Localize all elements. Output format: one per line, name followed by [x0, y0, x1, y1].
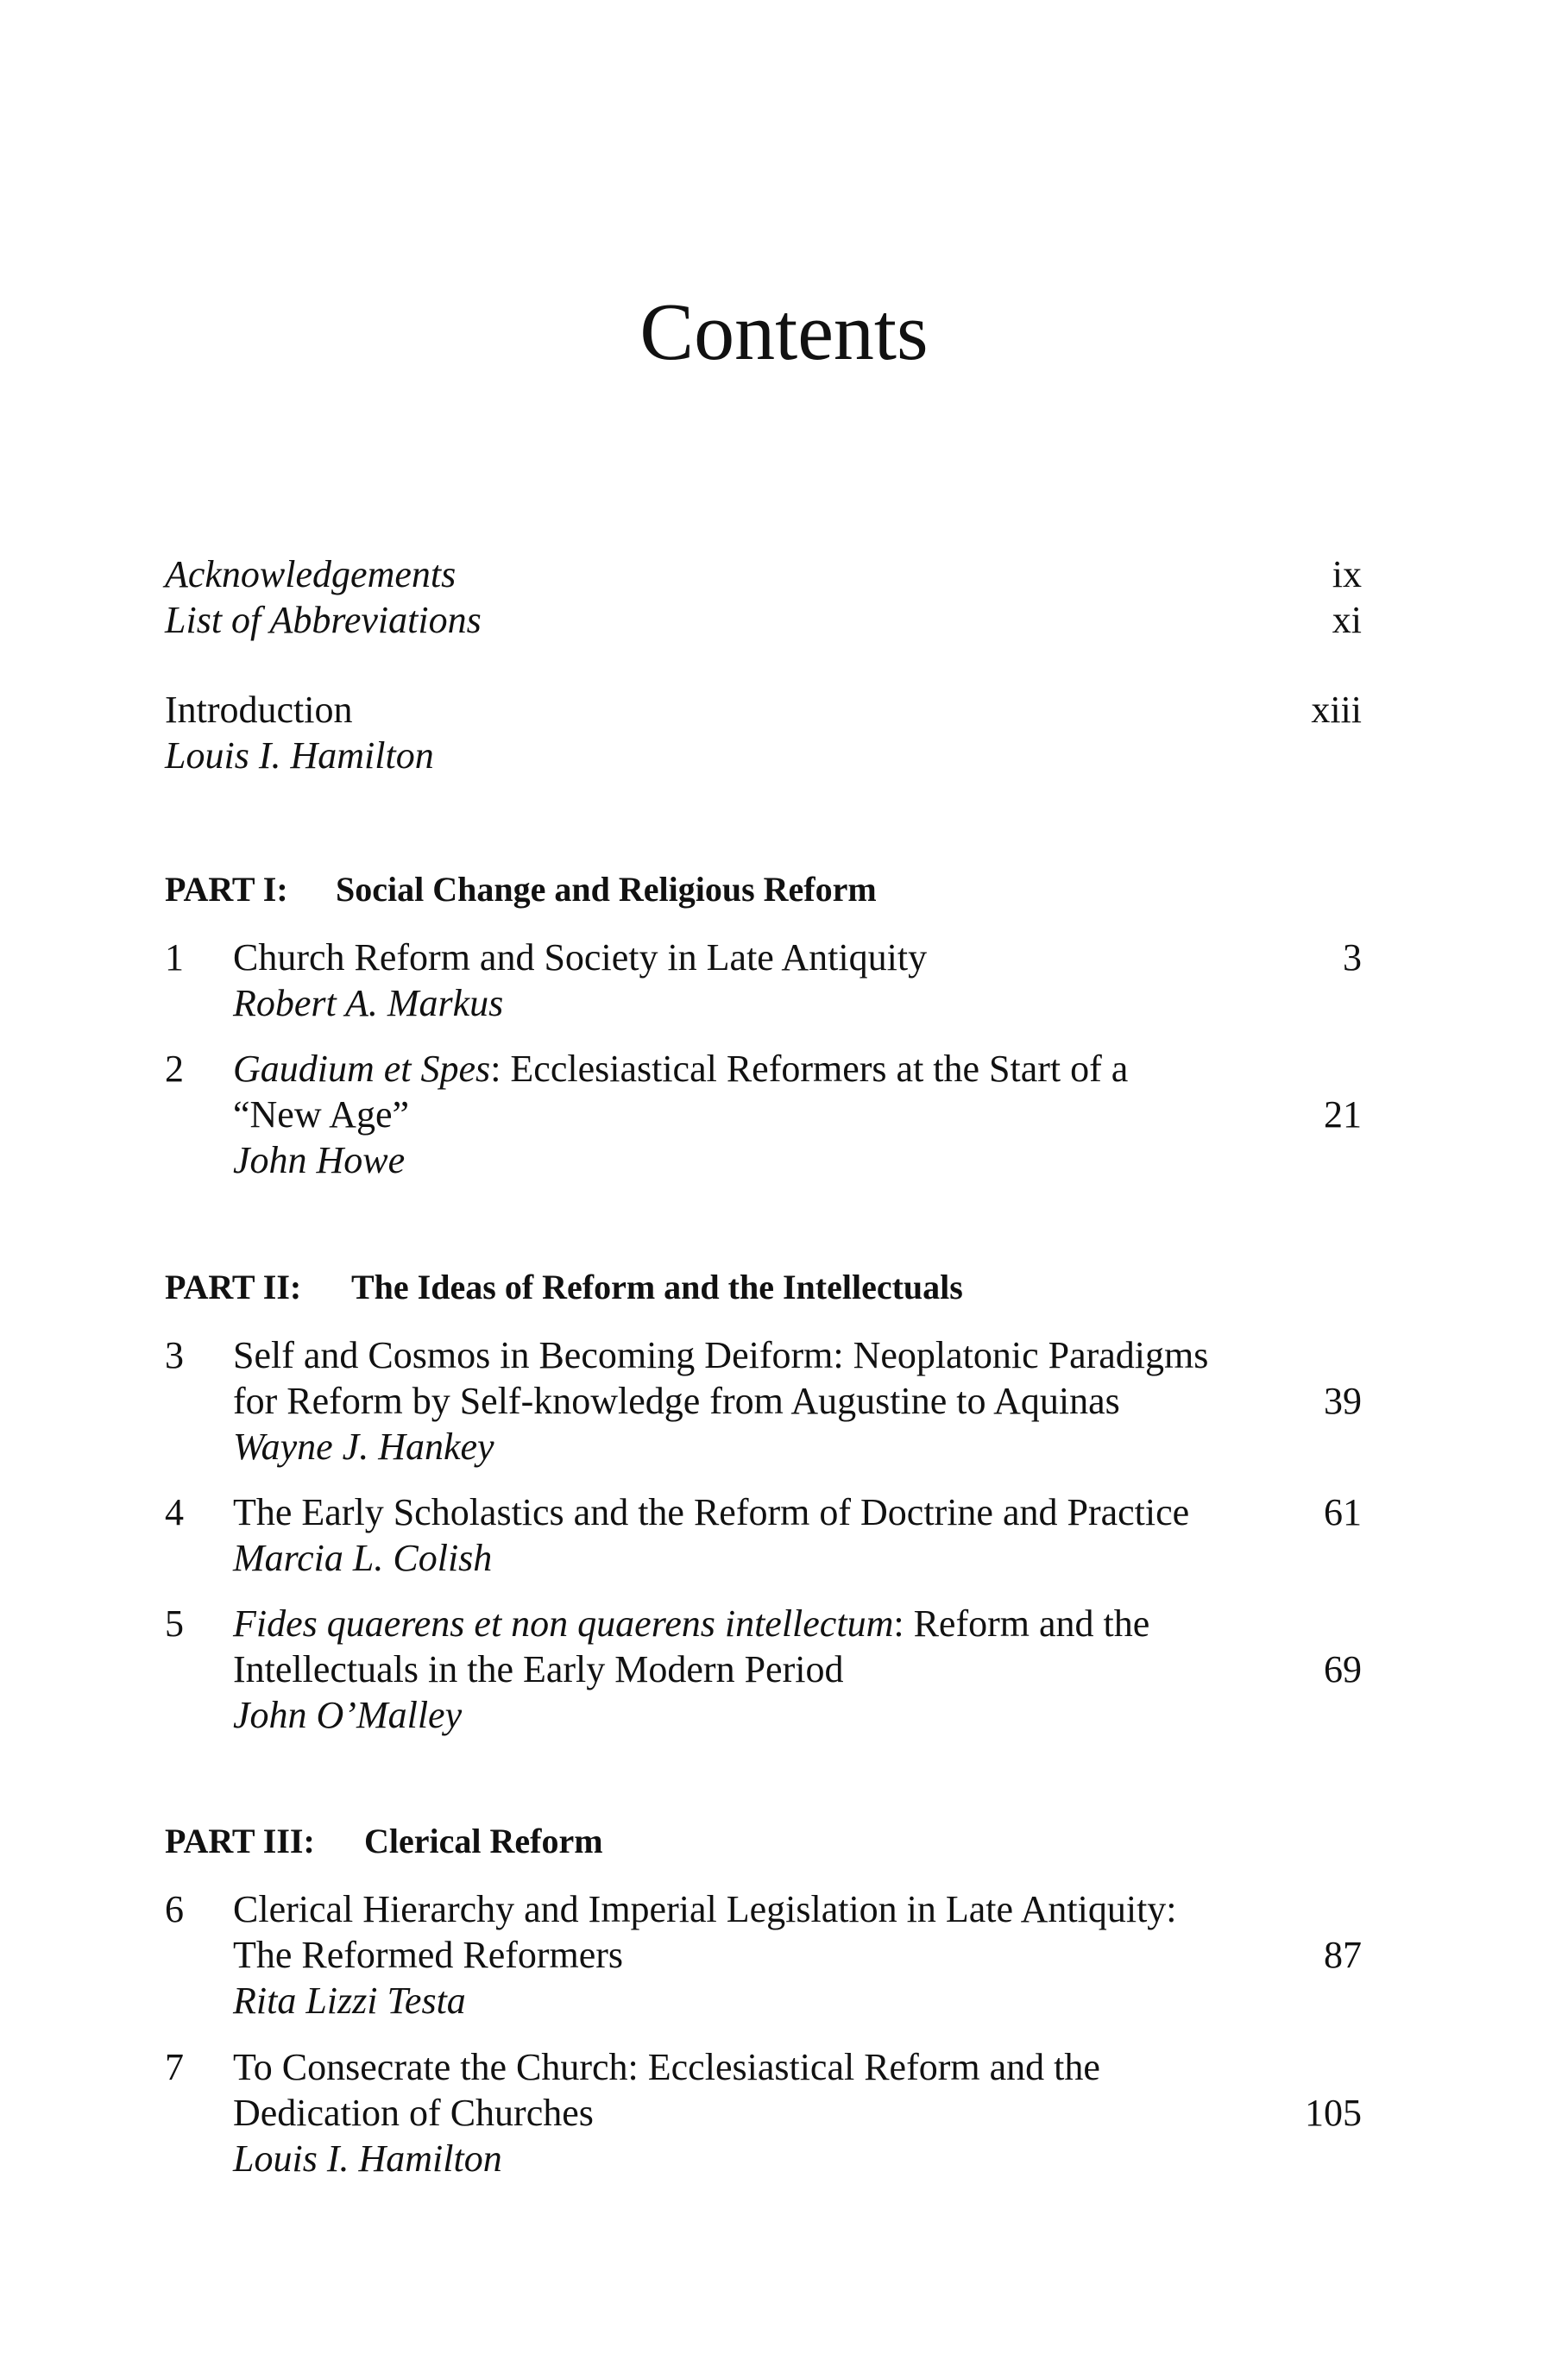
- part-heading: [165, 1265, 963, 1310]
- toc-entry-introduction[interactable]: Introduction: [165, 689, 353, 731]
- chapter-title[interactable]: The Early Scholastics and the Reform of Doctrine and Practice: [233, 1491, 1190, 1533]
- page-title: Contents: [639, 287, 929, 377]
- chapter-title-italic: Gaudium et Spes: [233, 1048, 491, 1090]
- page-number: 39: [1324, 1380, 1362, 1422]
- chapter-title-continued[interactable]: for Reform by Self-knowledge from Augustine to Aquinas: [233, 1380, 1120, 1422]
- page-number: xiii: [1311, 689, 1362, 731]
- chapter-title-continued[interactable]: Intellectuals in the Early Modern Period: [233, 1648, 844, 1690]
- chapter-title[interactable]: Self and Cosmos in Becoming Deiform: Neoplatonic Paradigms: [233, 1334, 1209, 1376]
- chapter-number: 7: [165, 2046, 184, 2088]
- chapter-number: 1: [165, 936, 184, 979]
- chapter-title[interactable]: Clerical Hierarchy and Imperial Legislation in Late Antiquity:: [233, 1888, 1177, 1930]
- chapter-title-continued[interactable]: The Reformed Reformers: [233, 1934, 624, 1976]
- chapter-title-rest: : Ecclesiastical Reformers at the Start of a: [490, 1048, 1129, 1090]
- part-heading: [165, 1819, 603, 1864]
- page-number: 69: [1324, 1648, 1362, 1690]
- page-number: xi: [1332, 599, 1362, 641]
- part-label: PART II:: [165, 1268, 302, 1306]
- part-title: The Ideas of Reform and the Intellectuals: [351, 1268, 963, 1306]
- chapter-number: 6: [165, 1888, 184, 1930]
- page-number: 61: [1324, 1491, 1362, 1533]
- page-number: 105: [1305, 2092, 1362, 2134]
- page-number: 87: [1324, 1934, 1362, 1976]
- chapter-author: Marcia L. Colish: [233, 1537, 493, 1579]
- chapter-title[interactable]: [233, 1047, 1128, 1092]
- chapter-title[interactable]: [233, 1602, 1149, 1646]
- chapter-author: Wayne J. Hankey: [233, 1426, 494, 1468]
- chapter-number: 3: [165, 1334, 184, 1376]
- chapter-author: John Howe: [233, 1139, 406, 1181]
- toc-entry-abbreviations[interactable]: List of Abbreviations: [165, 599, 482, 641]
- part-heading: [165, 867, 877, 912]
- part-title: Social Change and Religious Reform: [336, 870, 877, 909]
- chapter-number: 4: [165, 1491, 184, 1533]
- page-number: ix: [1332, 553, 1362, 595]
- chapter-author: Louis I. Hamilton: [233, 2137, 502, 2180]
- page-number: 21: [1324, 1093, 1362, 1136]
- chapter-author: Robert A. Markus: [233, 982, 504, 1024]
- chapter-author: John O’Malley: [233, 1694, 463, 1736]
- chapter-title-continued[interactable]: Dedication of Churches: [233, 2092, 594, 2134]
- chapter-title-continued[interactable]: “New Age”: [233, 1093, 410, 1136]
- chapter-number: 2: [165, 1048, 184, 1090]
- chapter-author: Louis I. Hamilton: [165, 734, 434, 777]
- chapter-title[interactable]: Church Reform and Society in Late Antiquity: [233, 936, 928, 979]
- chapter-author: Rita Lizzi Testa: [233, 1980, 466, 2022]
- part-label: PART I:: [165, 870, 288, 909]
- chapter-title-italic: Fides quaerens et non quaerens intellectum: [233, 1602, 894, 1645]
- chapter-number: 5: [165, 1602, 184, 1645]
- part-title: Clerical Reform: [364, 1822, 603, 1860]
- chapter-title[interactable]: To Consecrate the Church: Ecclesiastical Reform and the: [233, 2046, 1100, 2088]
- part-label: PART III:: [165, 1822, 315, 1860]
- toc-entry-acknowledgements[interactable]: Acknowledgements: [165, 553, 457, 595]
- chapter-title-rest: : Reform and the: [893, 1602, 1150, 1645]
- page-number: 3: [1343, 936, 1362, 979]
